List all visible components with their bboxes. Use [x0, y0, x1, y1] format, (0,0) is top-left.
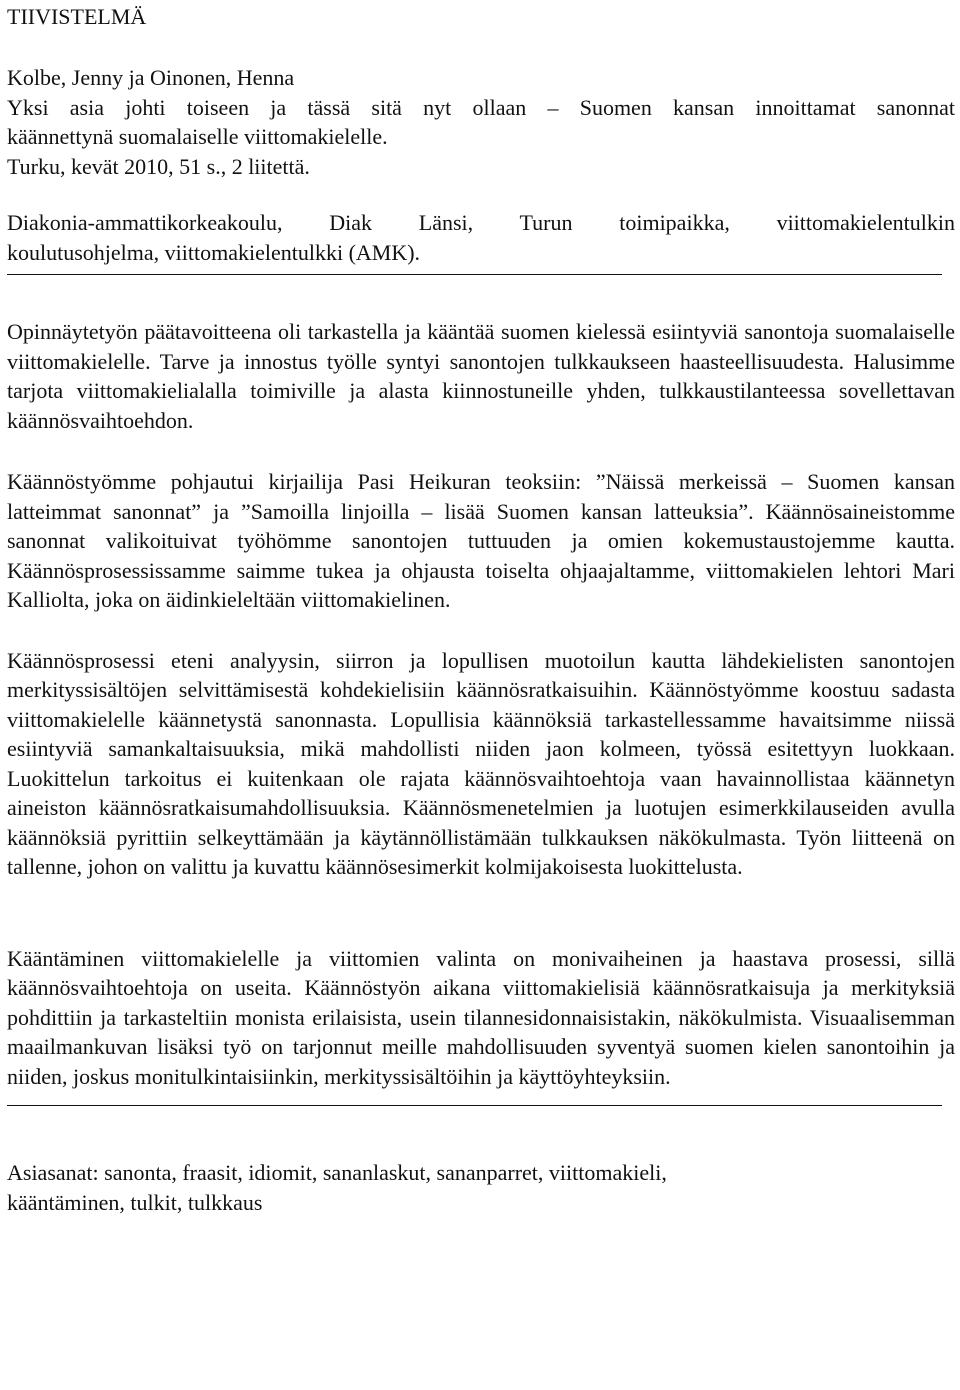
institution-line-2: koulutusohjelma, viittomakielentulkki (AMK). [7, 239, 421, 265]
publication-info: Turku, kevät 2010, 51 s., 2 liitettä. [7, 153, 310, 179]
authors: Kolbe, Jenny ja Oinonen, Henna [7, 65, 295, 90]
separator-rule-top [7, 274, 942, 275]
thesis-title-line-1: Yksi asia johti toiseen ja tässä sitä nyt ollaan – Suomen kansan innoittamat sanonnat [7, 94, 955, 120]
abstract-heading: TIIVISTELMÄ [7, 4, 147, 29]
abstract-paragraph-2: Käännöstyömme pohjautui kirjailija Pasi Heikuran teoksiin: ”Näissä merkeissä – Suomen kansan latteimmat sanonnat” ja ”Samoilla linjoilla – lisää Suomen kansan latteuksia”. Käännösaineistomme sanonnat valikoituivat työhömme sanontojen tuttuuden ja omien kokemustaustojemme kautta. Käännösprosessissamme saimme tukea ja ohjausta toiselta ohjaajaltamme, viittomakielen lehtori Mari Kalliolta, joka on äidinkieleltään viittomakielinen. [7, 469, 955, 612]
abstract-paragraph-1: Opinnäytetyön päätavoitteena oli tarkastella ja kääntää suomen kielessä esiintyviä sanontoja suomalaiselle viittomakielelle. Tarve ja innostus työlle syntyi sanontojen tulkkaukseen haasteellisuudesta. Halusimme tarjota viittomakielialalla toimiville ja alasta kiinnostuneille yhden, tulkkaustilanteessa sovellettavan käännösvaihtoehdon. [7, 319, 955, 433]
separator-rule-bottom [7, 1105, 942, 1106]
keywords [7, 1158, 955, 1217]
abstract-paragraph-3: Käännösprosessi eteni analyysin, siirron ja lopullisen muotoilun kautta lähdekielisten sanontojen merkityssisältöjen selvittämisestä kohdekielisiin käännösratkaisuihin. Käännöstyömme koostuu sadasta viittomakielelle käännetystä sanonnasta. Lopullisia käännöksiä tarkastellessamme havaitsimme niissä esiintyviä samankaltaisuuksia, mikä mahdollisti niiden jaon kolmeen, työssä esitettyyn luokkaan. Luokittelun tarkoitus ei kuitenkaan ole rajata käännösvaihtoehtoja vaan havainnollistaa käännetyn aineiston käännösratkaisumahdollisuuksia. Käännösmenetelmien ja luotujen esimerkkilauseiden avulla käännöksiä pyrittiin selkeyttämään ja käytännöllistämään tulkkauksen näkökulmasta. Työn liitteenä on tallenne, johon on valittu ja kuvattu käännösesimerkit kolmijakoisesta luokittelusta. [7, 647, 955, 879]
bibliographic-info [7, 63, 955, 181]
keywords-line-2: kääntäminen, tulkit, tulkkaus [7, 1189, 263, 1215]
document-page [7, 0, 955, 1217]
abstract-paragraph-4: Kääntäminen viittomakielelle ja viittomien valinta on monivaiheinen ja haastava prosessi, sillä käännösvaihtoehtoja on useita. Käännöstyön aikana viittomakielisiä käännösratkaisuja ja merkityksiä pohdittiin ja tarkasteltiin monista erilaisista, usein tilannesidonnaisistakin, näkökulmista. Visuaalisemman maailmankuvan lisäksi työ on tarjonnut meille mahdollisuuden syventyä suomen kielen sanontoihin ja niiden, joskus monitulkintaisiinkin, merkityssisältöihin ja käyttöyhteyksiin. [7, 945, 955, 1089]
thesis-title-line-2: käännettynä suomalaiselle viittomakielelle. [7, 124, 388, 149]
institution-line-1: Diakonia-ammattikorkeakoulu, Diak Länsi, Turun toimipaikka, viittomakielentulkin [7, 210, 955, 235]
institution-info [7, 208, 955, 267]
keywords-line-1: Asiasanat: sanonta, fraasit, idiomit, sananlaskut, sananparret, viittomakieli, [7, 1160, 667, 1185]
